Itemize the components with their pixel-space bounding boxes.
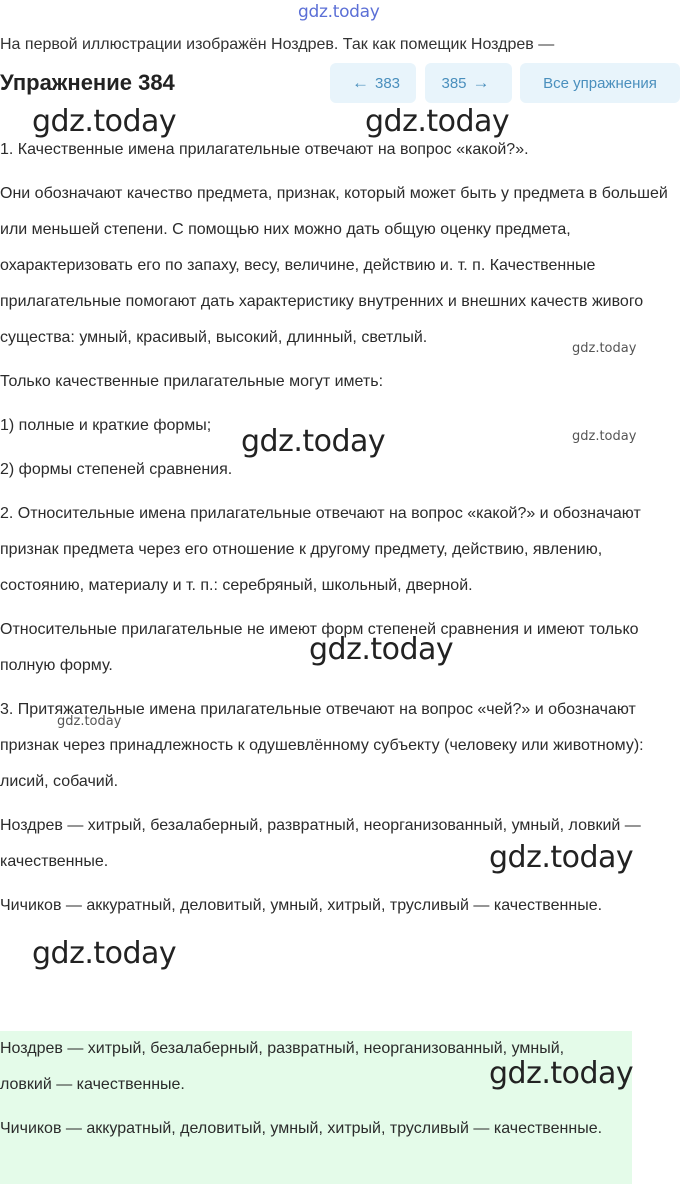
- paragraph: Ноздрев — хитрый, безалаберный, развратный, неорганизованный, умный, ловкий — качественные.: [0, 817, 641, 870]
- all-exercises-label: Все упражнения: [543, 74, 657, 92]
- watermark-text: gdz.today: [572, 341, 637, 356]
- watermark-text: gdz.today: [365, 104, 510, 139]
- watermark-text: gdz.today: [309, 632, 454, 667]
- arrow-right-icon: →: [472, 73, 490, 92]
- paragraph: Только качественные прилагательные могут иметь:: [0, 373, 384, 390]
- watermark-text: gdz.today: [241, 424, 386, 459]
- prev-exercise-label: 383: [374, 74, 401, 92]
- answer-text: [0, 132, 672, 932]
- paragraph: 2. Относительные имена прилагательные отвечают на вопрос «какой?» и обозначают признак предмета через его отношение к другому предмету, действию, явлению, состоянию, материалу и т. п.: серебряный, школьный, дверной.: [0, 505, 641, 594]
- paragraph: Они обозначают качество предмета, признак, который может быть у предмета в большей или меньшей степени. С помощью них можно дать общую оценку предмета, охарактеризовать его по запаху, весу, величине, действию и. т. п. Качественные прилагательные помогают дать характеристику внутренних и внешних качеств живого существа: умный, красивый, высокий, длинный, светлый.: [0, 185, 668, 346]
- watermark-text: gdz.today: [57, 714, 122, 729]
- paragraph: Чичиков — аккуратный, деловитый, умный, хитрый, трусливый — качественные.: [0, 897, 603, 914]
- exercise-header: [0, 52, 680, 112]
- all-exercises-button[interactable]: [520, 63, 680, 103]
- paragraph: 2) формы степеней сравнения.: [0, 461, 233, 478]
- previous-paragraph-fragment: На первой иллюстрации изображён Ноздрев. Так как помещик Ноздрев —: [0, 36, 555, 52]
- page-title: Упражнение 384: [0, 70, 175, 95]
- highlighted-answer: [0, 1031, 620, 1155]
- watermark-text: gdz.today: [32, 936, 177, 971]
- paragraph: 1. Качественные имена прилагательные отвечают на вопрос «какой?».: [0, 141, 529, 158]
- watermark-text: gdz.today: [572, 429, 637, 444]
- highlighted-paragraph: Ноздрев — хитрый, безалаберный, развратный, неорганизованный, умный, ловкий — качественные.: [0, 1040, 565, 1093]
- prev-exercise-button[interactable]: [330, 63, 416, 103]
- watermark-text: gdz.today: [489, 840, 634, 875]
- arrow-left-icon: ←: [351, 73, 369, 92]
- paragraph: 3. Притяжательные имена прилагательные отвечают на вопрос «чей?» и обозначают признак через принадлежность к одушевлённому субъекту (человеку или животному): лисий, собачий.: [0, 701, 644, 790]
- paragraph: Относительные прилагательные не имеют форм степеней сравнения и имеют только полную форму.: [0, 621, 639, 674]
- highlighted-paragraph: Чичиков — аккуратный, деловитый, умный, хитрый, трусливый — качественные.: [0, 1120, 603, 1137]
- next-exercise-button[interactable]: [425, 63, 512, 103]
- next-exercise-label: 385: [441, 74, 467, 92]
- watermark-text: gdz.today: [32, 104, 177, 139]
- watermark-text: gdz.today: [489, 1056, 634, 1091]
- site-logo-watermark[interactable]: gdz.today: [298, 2, 380, 22]
- paragraph: 1) полные и краткие формы;: [0, 417, 212, 434]
